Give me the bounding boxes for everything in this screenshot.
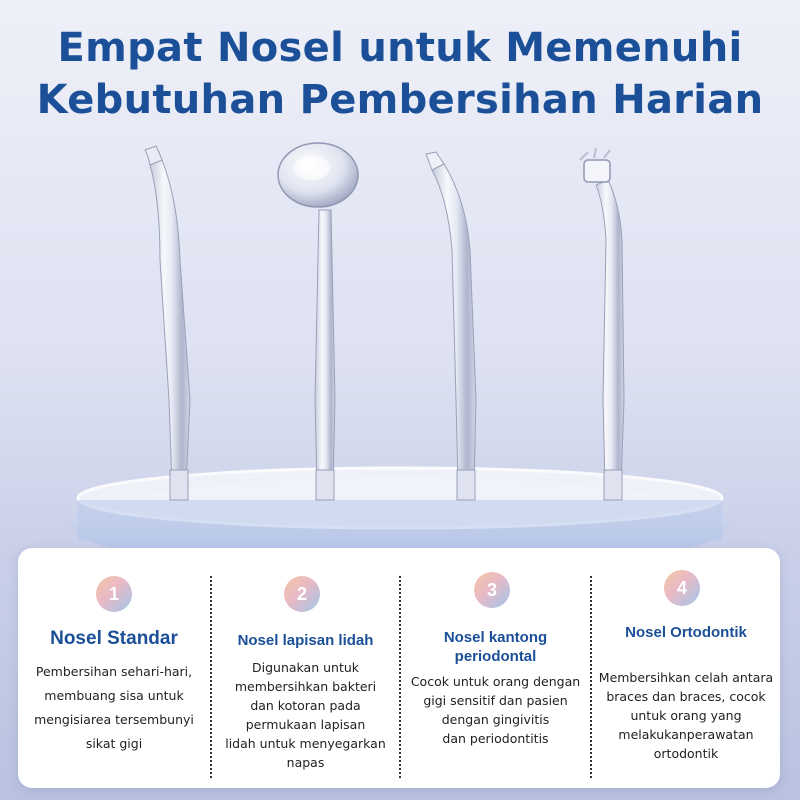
description-line: Digunakan untuk xyxy=(251,660,360,675)
description-line: Cocok untuk orang dengan xyxy=(410,674,581,689)
nozzle-info-card xyxy=(18,548,780,788)
description-line: napas xyxy=(286,755,325,770)
description-line: mengisiarea tersembunyi xyxy=(34,712,194,727)
nozzle-name-line: periodontal xyxy=(454,648,537,665)
description-line: permukaan lapisan xyxy=(245,717,366,732)
nozzle-column-2 xyxy=(212,548,399,788)
title-line-2: Kebutuhan Pembersihan Harian xyxy=(36,77,764,123)
description-line: melakukanperawatan xyxy=(618,727,754,742)
product-scene xyxy=(0,130,800,560)
description-line: gigi sensitif dan pasien xyxy=(423,693,568,708)
nozzle-name: Nosel Ortodontik xyxy=(625,624,747,641)
nozzle-periodontal-image xyxy=(426,152,476,500)
number-badge: 3 xyxy=(474,572,510,608)
description-line: untuk orang yang xyxy=(630,708,742,723)
number-badge: 2 xyxy=(284,576,320,612)
nozzle-column-4 xyxy=(592,548,780,788)
nozzle-standard-image xyxy=(145,146,190,500)
nozzle-description xyxy=(18,660,210,756)
nozzle-name: Nosel lapisan lidah xyxy=(237,632,374,649)
page-title xyxy=(0,22,800,126)
nozzle-column-3 xyxy=(401,548,590,788)
description-line: Membersihkan celah antara xyxy=(598,670,774,685)
description-line: dan kotoran pada xyxy=(250,698,361,713)
description-line: dan periodontitis xyxy=(442,731,549,746)
description-line: membuang sisa untuk xyxy=(44,688,184,703)
nozzle-tongue-image xyxy=(278,143,358,500)
number-badge: 4 xyxy=(664,570,700,606)
title-line-1: Empat Nosel untuk Memenuhi xyxy=(57,25,743,71)
nozzle-description xyxy=(401,672,590,748)
nozzle-name-line: Nosel kantong xyxy=(443,629,548,646)
nozzle-orthodontic-image xyxy=(580,148,624,500)
description-line: lidah untuk menyegarkan xyxy=(225,736,386,751)
description-line: sikat gigi xyxy=(85,736,143,751)
description-line: ortodontik xyxy=(653,746,719,761)
nozzle-column-1 xyxy=(18,548,210,788)
nozzle-description xyxy=(592,668,780,763)
glass-dish xyxy=(70,468,730,560)
number-badge: 1 xyxy=(96,576,132,612)
nozzle-name: Nosel Standar xyxy=(50,628,178,649)
description-line: membersihkan bakteri xyxy=(234,679,377,694)
description-line: Pembersihan sehari-hari, xyxy=(35,664,193,679)
nozzles-illustration xyxy=(0,130,800,560)
nozzle-description xyxy=(212,658,399,772)
nozzle-name xyxy=(401,628,590,666)
description-line: dengan gingivitis xyxy=(441,712,550,727)
description-line: braces dan braces, cocok xyxy=(606,689,766,704)
